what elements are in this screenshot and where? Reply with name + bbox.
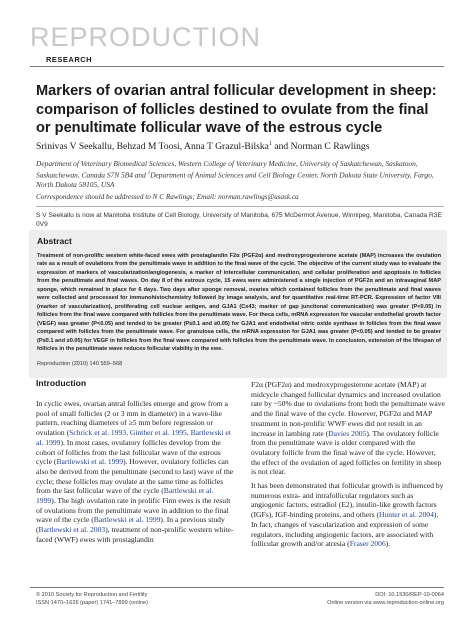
text-run: ). The ovulatory follicle from the penultimate wave is older compared with the ovulatory follicle from the final wave of the cycle. However, the effect of the ovulation of aged follicles on fertility in sheep is not clear. <box>251 428 442 477</box>
text-run: ). The high ovulation rate in prolific Finn ewes is the result of ovulations from the penultimate wave in addition to the final wave of the cycle ( <box>36 496 231 525</box>
intro-paragraph-1 <box>36 399 234 545</box>
author-affil-marker: 1 <box>268 141 272 147</box>
text-run: It has been demonstrated that follicular growth is influenced by numerous extra- and intrafollicular regulators such as angiogenic factors, estradiol (E2), insulin-like growth factors (IGFs), IGF-binding proteins, and others ( <box>251 481 444 520</box>
text-run: ). In most cases, ovulatory follicles develop from the cohort of follicles from the last follicular wave of the estrous cycle ( <box>36 437 221 467</box>
abstract-heading: Abstract <box>37 236 72 246</box>
online-version-line[interactable]: Online version via www.reproduction-online.org <box>327 599 444 606</box>
citation-link[interactable]: Hunter et al. 2004 <box>379 510 434 520</box>
text-run: ). <box>385 539 391 549</box>
affiliation-part2: Department of Animal Sciences and Cell Biology Center, North Dakota State University, Fargo, North Dakota 58105, USA <box>36 170 434 190</box>
citation-link[interactable]: Bartlewski et al. 1999 <box>56 457 124 467</box>
introduction-heading: Introduction <box>36 378 87 388</box>
header-rule <box>30 66 444 67</box>
citation-link[interactable]: Fraser 2006 <box>349 539 386 549</box>
intro-paragraph-2 <box>251 481 446 549</box>
text-run: ), treatment of non-prolific western white-faced (WWF) ewes with prostaglandin <box>36 525 234 544</box>
article-title: Markers of ovarian antral follicular development in sheep: comparison of follicles destined to ovulate from the final or penultimate follicular wave of the estrous cycle <box>36 83 437 137</box>
address-note: S V Seekallu is now at Manitoba Institute of Cell Biology, University of Manitoba, 675 McDermot Avenue, Winnipeg, Manitoba, Canada R3E 0V9 <box>36 212 442 228</box>
citation-link[interactable]: Bartlewski et al. 2003 <box>38 525 106 535</box>
authors-part1: Srinivas V Seekallu, Behzad M Toosi, Anna T Grazul-Bilska <box>36 141 269 153</box>
correspondence-rule <box>36 206 444 207</box>
doi-line[interactable]: DOI: 10.1530/REP-10-0064 <box>375 592 444 598</box>
footer-right <box>244 592 444 607</box>
footer-left <box>36 592 236 607</box>
affiliation-part1: Department of Veterinary Biomedical Sciences, Western College of Veterinary Medicine, University of Saskatchewan, Saskatoon, Saskatchewan, Canada S7N 5B4 and <box>36 159 418 180</box>
affiliation-marker: 1 <box>147 170 151 176</box>
text-run: ). In fact, changes of vascularization and expression of some regulators, including angiogenic factors, are associated with follicular growth and/or atresia ( <box>251 510 439 549</box>
journal-name: REPRODUCTION <box>30 22 262 52</box>
section-label: RESEARCH <box>46 55 93 64</box>
correspondence-note: Correspondence should be addressed to N C Rawlings; Email: norman.rawlings@usask.ca <box>36 193 299 201</box>
citation-link[interactable]: Schrick et al. 1993, Ginther et al. 1995, Bartlewski et al. 1999 <box>36 428 231 447</box>
issn-line: ISSN 1470–1626 (paper) 1741–7899 (online) <box>36 599 148 606</box>
footer-rule <box>30 587 444 588</box>
author-list <box>36 141 446 152</box>
text-run: ). In a previous study ( <box>36 515 225 535</box>
left-column <box>36 378 234 549</box>
citation-link[interactable]: Bartlewski et al. 1999 <box>36 486 214 506</box>
text-run: F2α (PGF2α) and medroxyprogesterone acetate (MAP) at midcycle changed follicular dynamics and increased ovulation rate by ~50% due to ovulations from both the penultimate wave and the final wave of the cycle. However, PGF2α and MAP treatment in non-prolific WWF ewes did not result in an increase in lambing rate ( <box>251 380 445 438</box>
left-body-text <box>36 399 234 545</box>
abstract-text: Treatment of non-prolific western white-faced ewes with prostaglandin F2α (PGF2α) and medroxyprogesterone acetate (MAP) increases the ovulation rate as a result of ovulations from the penultimate wave in addition to the final wave of the cycle. The objective of the current study was to evaluate the expression of markers of vascularization/angiogenesis, a marker of intercellular communication, and cellular proliferation and apoptosis in follicles from the penultimate and final waves. On day 8 of the estrous cycle, 15 ewes were administered a single injection of PGF2α and an intravaginal MAP sponge, which remained in place for 6 days. Two days after sponge removal, ovaries which contained follicles from the penultimate and final waves were collected and processed for immunohistochemistry followed by image analysis, and for quantitative real-time RT-PCR. Expression of factor VIII (marker of vascularization), proliferating cell nuclear antigen, and GJA1 (Cx43; marker of gap junctional communication) was greater (P<0.05) in follicles from the final wave compared with follicles from the penultimate wave. For theca cells, mRNA expression for vascular endothelial growth factor (VEGF) was greater (P<0.05) and tended to be greater (P≤0.1 and ≥0.05) for GJA1 and endothelial nitric oxide synthase in follicles from the final wave compared with follicles from the penultimate wave. For granulosa cells, the mRNA expression for GJA1 was greater (P<0.05) and tended to be greater (P≤0.1 and ≥0.05) for VEGF in follicles from the final wave compared with follicles from the penultimate wave. In conclusion, extension of the lifespan of follicles in the penultimate wave reduces follicular viability in the ewe. <box>37 253 441 352</box>
affiliation <box>36 159 444 190</box>
copyright-line: © 2010 Society for Reproduction and Fertility <box>36 592 148 598</box>
citation-link[interactable]: Davies 2005 <box>328 428 367 438</box>
right-column <box>251 378 446 553</box>
intro-paragraph-1-continued <box>251 380 446 477</box>
right-body-text <box>251 380 446 549</box>
text-run: ). However, ovulatory follicles can also be derived from the penultimate (second to last) wave of the cycle; these follicles may ovulate at the same time as follicles from the last follicular wave of the cycle ( <box>36 457 234 496</box>
journal-reference: Reproduction (2010) 140 559–568 <box>37 361 123 367</box>
journal-header <box>30 22 450 66</box>
citation-link[interactable]: Bartlewski et al. 1999 <box>93 515 161 525</box>
text-run: In cyclic ewes, ovarian antral follicles emerge and grow from a pool of small follicles (2 or 3 mm in diameter) in a wave-like pattern, reaching diameters of ≥5 mm before regression or ovulation ( <box>36 399 228 438</box>
authors-part2: and Norman C Rawlings <box>271 141 370 153</box>
